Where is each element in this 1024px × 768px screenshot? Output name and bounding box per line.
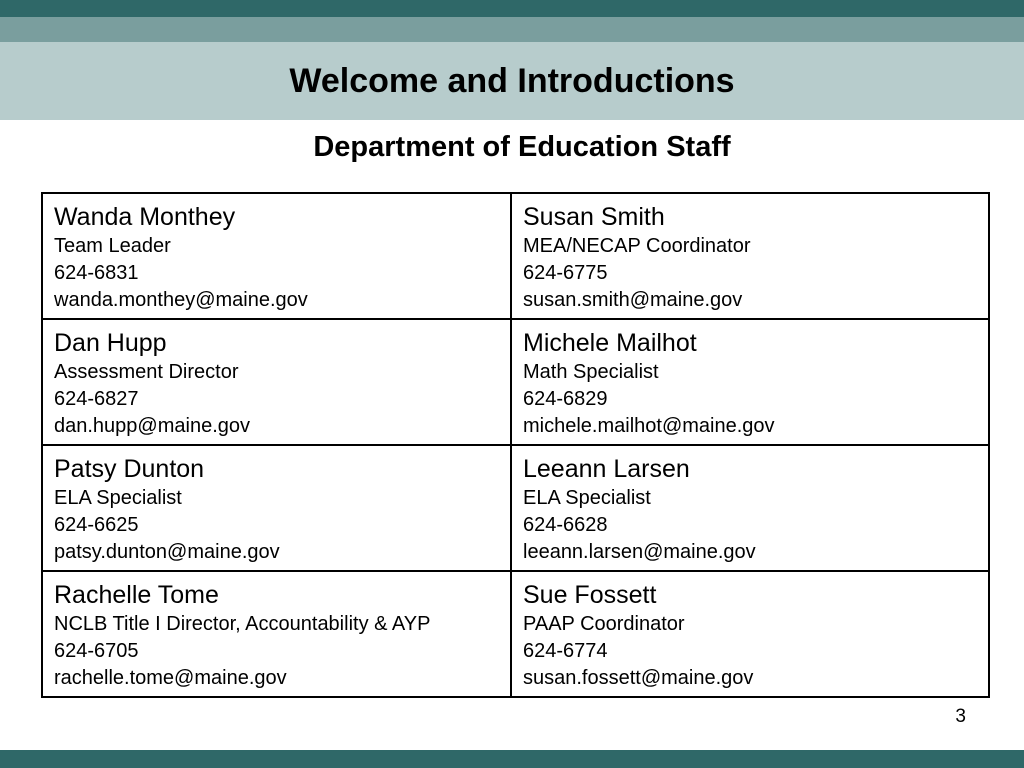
staff-role: ELA Specialist [54, 487, 182, 509]
staff-card [42, 445, 511, 571]
staff-phone: 624-6827 [54, 388, 139, 410]
slide-subtitle: Department of Education Staff [313, 131, 731, 163]
staff-phone: 624-6831 [54, 262, 139, 284]
staff-name: Susan Smith [523, 203, 665, 231]
staff-name: Michele Mailhot [523, 329, 697, 357]
staff-card [511, 445, 989, 571]
table-row [42, 445, 989, 571]
staff-phone: 624-6775 [523, 262, 608, 284]
staff-name: Sue Fossett [523, 581, 657, 609]
staff-card [511, 571, 989, 697]
staff-card [42, 193, 511, 319]
footer-band [0, 750, 1024, 768]
staff-name: Leeann Larsen [523, 455, 690, 483]
staff-phone: 624-6628 [523, 514, 608, 536]
staff-role: Math Specialist [523, 361, 659, 383]
staff-card [42, 319, 511, 445]
staff-email: patsy.dunton@maine.gov [54, 541, 280, 563]
header-band-top [0, 0, 1024, 17]
staff-name: Dan Hupp [54, 329, 167, 357]
staff-phone: 624-6829 [523, 388, 608, 410]
staff-name: Patsy Dunton [54, 455, 205, 483]
table-row [42, 571, 989, 697]
staff-email: rachelle.tome@maine.gov [54, 667, 287, 689]
staff-role: PAAP Coordinator [523, 613, 685, 635]
slide-title: Welcome and Introductions [289, 62, 735, 100]
staff-email: susan.fossett@maine.gov [523, 667, 754, 689]
staff-role: NCLB Title I Director, Accountability & AYP [54, 613, 431, 635]
table-row [42, 193, 989, 319]
staff-role: Team Leader [54, 235, 171, 257]
staff-card [511, 319, 989, 445]
table-row [42, 319, 989, 445]
staff-email: dan.hupp@maine.gov [54, 415, 250, 437]
staff-table [41, 192, 990, 698]
page-number: 3 [955, 706, 966, 727]
staff-role: MEA/NECAP Coordinator [523, 235, 751, 257]
staff-email: michele.mailhot@maine.gov [523, 415, 775, 437]
staff-email: leeann.larsen@maine.gov [523, 541, 756, 563]
staff-name: Wanda Monthey [54, 203, 236, 231]
staff-email: wanda.monthey@maine.gov [54, 289, 308, 311]
staff-phone: 624-6774 [523, 640, 608, 662]
staff-card [511, 193, 989, 319]
staff-email: susan.smith@maine.gov [523, 289, 743, 311]
staff-role: Assessment Director [54, 361, 239, 383]
staff-role: ELA Specialist [523, 487, 651, 509]
header-band-middle [0, 17, 1024, 42]
staff-phone: 624-6625 [54, 514, 139, 536]
staff-name: Rachelle Tome [54, 581, 219, 609]
staff-card [42, 571, 511, 697]
staff-phone: 624-6705 [54, 640, 139, 662]
